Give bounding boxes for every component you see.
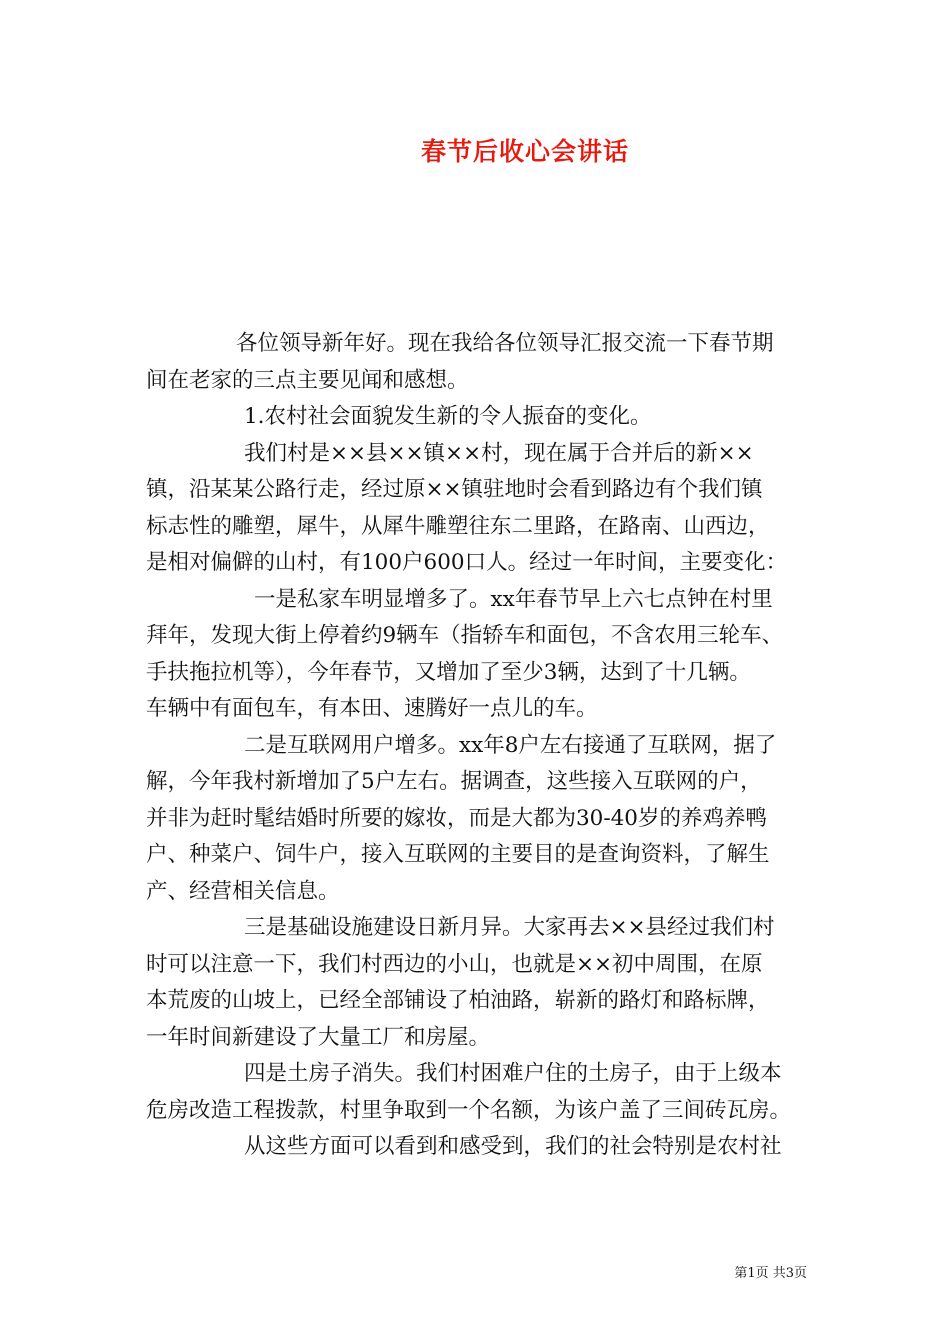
text-line: 二是互联网用户增多。xx年8户左右接通了互联网，据了 xyxy=(244,732,777,758)
text-line: 一年时间新建设了大量工厂和房屋。 xyxy=(146,1024,491,1050)
text-line: 并非为赶时髦结婚时所要的嫁妆，而是大都为30-40岁的养鸡养鸭 xyxy=(146,805,767,831)
text-line: 车辆中有面包车，有本田、速腾好一点儿的车。 xyxy=(146,696,598,721)
text-line: 时可以注意一下，我们村西边的小山，也就是××初中周围，在原 xyxy=(146,951,763,977)
text-line: 手扶拖拉机等），今年春节，又增加了至少3辆，达到了十几辆。 xyxy=(146,659,751,685)
text-line: 危房改造工程拨款，村里争取到一个名额，为该户盖了三间砖瓦房。 xyxy=(146,1097,792,1123)
text-line: 三是基础设施建设日新月异。大家再去××县经过我们村 xyxy=(244,915,775,940)
page-footer: 第1页 共3页 xyxy=(734,1266,807,1281)
text-line: 拜年，发现大街上停着约9辆车（指轿车和面包，不含农用三轮车、 xyxy=(146,623,784,648)
text-line: 间在老家的三点主要见闻和感想。 xyxy=(146,367,469,393)
text-line: 我们村是××县××镇××村，现在属于合并后的新×× xyxy=(244,440,754,466)
text-line: 从这些方面可以看到和感受到，我们的社会特别是农村社 xyxy=(244,1134,782,1159)
text-line: 是相对偏僻的山村，有100户600口人。经过一年时间，主要变化： xyxy=(146,550,788,575)
text-line: 解，今年我村新增加了5户左右。据调查，这些接入互联网的户， xyxy=(146,769,762,794)
text-line: 镇，沿某某公路行走，经过原××镇驻地时会看到路边有个我们镇 xyxy=(146,477,763,502)
text-line: 户、种菜户、饲牛户，接入互联网的主要目的是查询资料，了解生 xyxy=(146,842,770,867)
text-line: 1.农村社会面貌发生新的令人振奋的变化。 xyxy=(244,404,652,429)
text-line: 各位领导新年好。现在我给各位领导汇报交流一下春节期 xyxy=(236,331,774,356)
text-line: 四是土房子消失。我们村困难户住的土房子，由于上级本 xyxy=(244,1061,782,1086)
text-line: 本荒废的山坡上，已经全部铺设了柏油路，崭新的路灯和路标牌， xyxy=(146,988,770,1013)
text-line: 一是私家车明显增多了。xx年春节早上六七点钟在村里 xyxy=(254,586,773,612)
document-title: 春节后收心会讲话 xyxy=(420,137,629,166)
document-body xyxy=(146,326,810,1166)
text-line: 产、经营相关信息。 xyxy=(146,878,340,904)
text-line: 标志性的雕塑，犀牛，从犀牛雕塑往东二里路，在路南、山西边， xyxy=(146,513,770,539)
